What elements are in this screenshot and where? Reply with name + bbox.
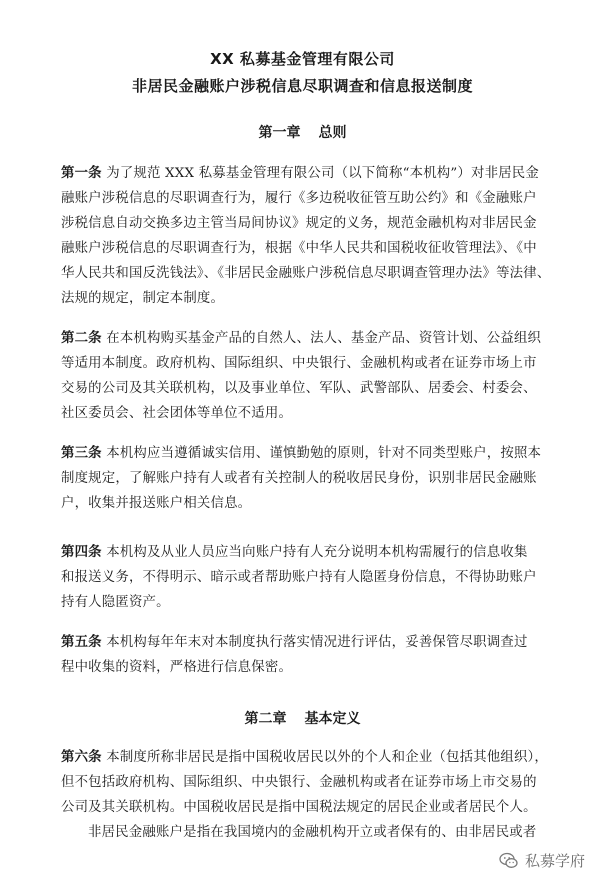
text-line: 公司及其关联机构。中国税收居民是指中国税法规定的居民企业或者居民个人。 bbox=[61, 800, 537, 815]
text-line: 融账户涉税信息的尽职调查行为，根据《中华人民共和国税收征收管理法》、《中 bbox=[61, 241, 537, 256]
text-line: 第六条 本制度所称非居民是指中国税收居民以外的个人和企业（包括其他组织）， bbox=[61, 750, 549, 765]
text-line: 交易的公司及其关联机构，以及事业单位、军队、武警部队、居委会、村委会、 bbox=[61, 381, 537, 396]
text-line: 等适用本制度。政府机构、国际组织、中央银行、金融机构或者在证券市场上市 bbox=[61, 356, 537, 371]
article-5 bbox=[61, 630, 547, 680]
chapter-number: 第一章 bbox=[258, 125, 301, 141]
document-title: 非居民金融账户涉税信息尽职调查和信息报送制度 bbox=[131, 77, 473, 95]
article-6 bbox=[61, 745, 547, 845]
text-line: 第五条 本机构每年年末对本制度执行落实情况进行评估，妥善保管尽职调查过 bbox=[61, 635, 528, 650]
text-line: 涉税信息自动交换多边主管当局间协议》规定的义务，规范金融机构对非居民金 bbox=[61, 216, 537, 231]
article-4 bbox=[61, 540, 547, 615]
chapter-name: 总则 bbox=[318, 125, 347, 141]
text-line: 社区委员会、社会团体等单位不适用。 bbox=[61, 406, 293, 421]
text-line: 程中收集的资料，严格进行信息保密。 bbox=[61, 660, 293, 675]
article-number: 第六条 bbox=[61, 750, 102, 765]
article-number: 第二条 bbox=[61, 331, 102, 346]
text-line: 第三条 本机构应当遵循诚实信用、谨慎勤勉的原则，针对不同类型账户，按照本 bbox=[61, 446, 542, 461]
text-line: 融账户涉税信息的尽职调查行为，履行《多边税收征管互助公约》和《金融账户 bbox=[61, 191, 537, 206]
text-line: 华人民共和国反洗钱法》、《非居民金融账户涉税信息尽职调查管理办法》等法律、 bbox=[61, 266, 551, 281]
text-line: 和报送义务，不得明示、暗示或者帮助账户持有人隐匿身份信息，不得协助账户 bbox=[61, 570, 537, 585]
article-number: 第四条 bbox=[61, 545, 102, 560]
chapter-heading-1 bbox=[0, 122, 605, 142]
article-3 bbox=[61, 441, 547, 516]
text-line: 但不包括政府机构、国际组织、中央银行、金融机构或者在证券市场上市交易的 bbox=[61, 775, 537, 790]
chapter-heading-2 bbox=[0, 708, 605, 728]
chapter-number: 第二章 bbox=[244, 711, 287, 727]
text-line: 第一条 为了规范 XXX 私募基金管理有限公司（以下简称“本机构”）对非居民金 bbox=[61, 166, 539, 181]
text-line: 非居民金融账户是指在我国境内的金融机构开立或者保有的、由非居民或者 bbox=[88, 825, 537, 840]
article-number: 第三条 bbox=[61, 446, 102, 461]
text-line: 户，收集并报送账户相关信息。 bbox=[61, 496, 252, 511]
article-2 bbox=[61, 326, 547, 426]
watermark-text: 私募学府 bbox=[524, 852, 585, 870]
wechat-icon bbox=[499, 851, 519, 871]
text-line: 第四条 本机构及从业人员应当向账户持有人充分说明本机构需履行的信息收集 bbox=[61, 545, 528, 560]
article-number: 第五条 bbox=[61, 635, 102, 650]
article-1 bbox=[61, 161, 551, 311]
text-line: 制度规定，了解账户持有人或者有关控制人的税收居民身份，识别非居民金融账 bbox=[61, 471, 537, 486]
article-number: 第一条 bbox=[61, 166, 102, 181]
watermark bbox=[499, 850, 585, 871]
text-line: 持有人隐匿资产。 bbox=[61, 595, 170, 610]
text-line: 法规的规定，制定本制度。 bbox=[61, 291, 225, 306]
company-title: XX 私募基金管理有限公司 bbox=[210, 50, 395, 68]
chapter-name: 基本定义 bbox=[304, 711, 361, 727]
text-line: 第二条 在本机构购买基金产品的自然人、法人、基金产品、资管计划、公益组织 bbox=[61, 331, 542, 346]
